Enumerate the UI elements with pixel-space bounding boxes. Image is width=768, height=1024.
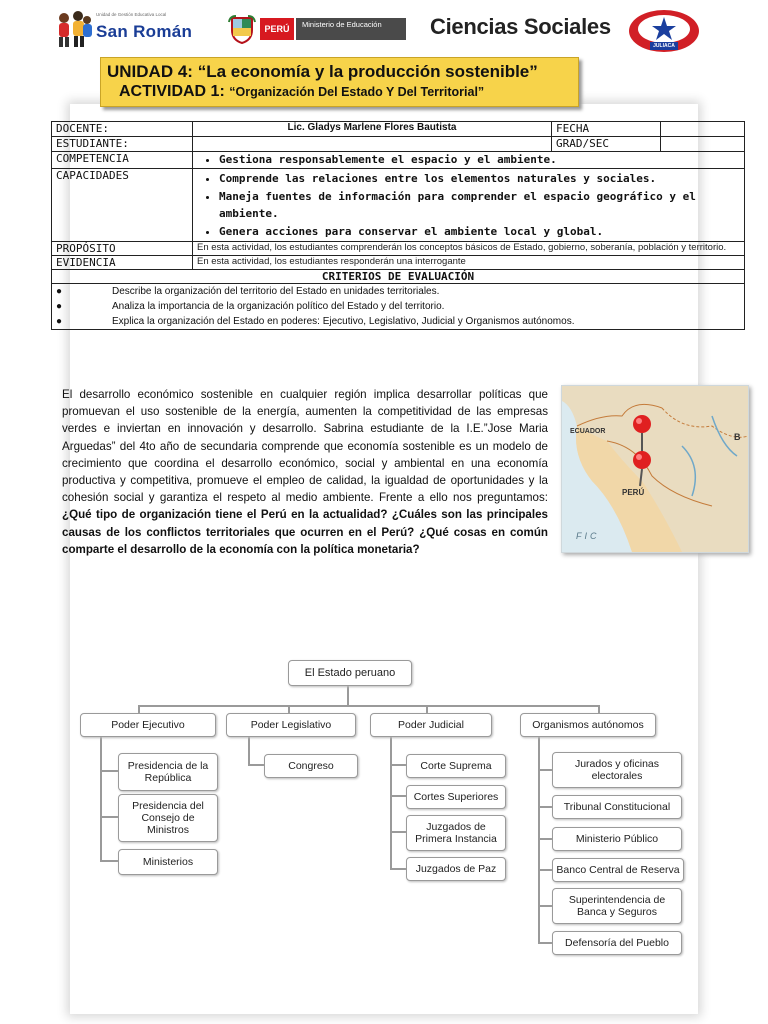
intro-paragraph (62, 386, 548, 558)
map-label-fic: FIC (576, 531, 600, 541)
estudiante-label: ESTUDIANTE: (52, 137, 193, 152)
criterio-row: ● Describe la organización del territorio del Estado en unidades territoriales. (56, 286, 440, 297)
evidencia-text: En esta actividad, los estudiantes responderán una interrogante (193, 256, 745, 270)
evidencia-label: EVIDENCIA (52, 256, 193, 270)
capacidades-cell (193, 169, 745, 242)
org-autonomos: Organismos autónomos (520, 713, 656, 737)
org-ministerio-publico: Ministerio Público (552, 827, 682, 851)
criterio-text: Analiza la importancia de la organización político del Estado y del territorio. (112, 301, 445, 312)
info-table (51, 121, 745, 330)
criterio-row: ● Explica la organización del Estado en poderes: Ejecutivo, Legislativo, Judicial y Organismos autónomos. (56, 316, 575, 327)
coat-of-arms-icon (228, 14, 256, 44)
badge-text: JULIACA (653, 43, 675, 49)
peru-label: PERÚ (260, 18, 294, 40)
org-defensoria: Defensoría del Pueblo (552, 931, 682, 955)
students-icon (54, 10, 94, 48)
org-jurados: Jurados y oficinas electorales (552, 752, 682, 788)
competencia-cell (193, 152, 745, 169)
org-cortes-superiores: Cortes Superiores (406, 785, 506, 809)
org-presidencia-republica: Presidencia de la República (118, 753, 218, 791)
org-tribunal: Tribunal Constitucional (552, 795, 682, 819)
org-legislativo: Poder Legislativo (226, 713, 356, 737)
school-name: San Román (96, 22, 193, 41)
fecha-value[interactable] (661, 122, 745, 137)
org-juzgados-primera: Juzgados de Primera Instancia (406, 815, 506, 851)
org-chart (80, 648, 688, 968)
proposito-text: En esta actividad, los estudiantes comprenderán los conceptos básicos de Estado, gobierno, soberanía, población y territorio. (193, 242, 745, 256)
capacidades-label: CAPACIDADES (52, 169, 193, 242)
subject-title: Ciencias Sociales (430, 14, 611, 39)
capacidad-item: • Comprende las relaciones entre los elementos naturales y sociales. (219, 170, 740, 187)
activity-label: ACTIVIDAD 1: (119, 83, 225, 100)
capacidad-item: • Genera acciones para conservar el ambiente local y global. (219, 223, 740, 240)
school-subtitle: Unidad de Gestión Educativa Local (96, 12, 167, 17)
minedu-logo (228, 14, 406, 44)
capacidad-item: • Maneja fuentes de información para comprender el espacio geográfico y el ambiente. (219, 188, 740, 222)
org-root: El Estado peruano (288, 660, 412, 686)
peru-map-image (561, 385, 749, 553)
competencia-label: COMPETENCIA (52, 152, 193, 169)
criterio-text: Describe la organización del territorio del Estado en unidades territoriales. (112, 286, 440, 297)
criterios-title: CRITERIOS DE EVALUACIÓN (52, 270, 745, 284)
activity-title: “Organización Del Estado Y Del Territorial” (229, 85, 485, 99)
criterio-row: ● Analiza la importancia de la organización político del Estado y del territorio. (56, 301, 445, 312)
ministry-label: Ministerio de Educación (296, 18, 406, 40)
criterios-cell (52, 284, 745, 330)
docente-label: DOCENTE: (52, 122, 193, 137)
docente-value: Lic. Gladys Marlene Flores Bautista (193, 122, 552, 137)
juliaca-badge (628, 8, 700, 54)
org-superintendencia: Superintendencia de Banca y Seguros (552, 888, 682, 924)
unit-line (107, 62, 538, 82)
activity-line (119, 83, 484, 101)
san-roman-logo (54, 10, 206, 48)
proposito-label: PROPÓSITO (52, 242, 193, 256)
org-banco-central: Banco Central de Reserva (552, 858, 684, 882)
org-presidencia-consejo: Presidencia del Consejo de Ministros (118, 794, 218, 842)
map-label-b: B (734, 432, 741, 442)
intro-questions: ¿Qué tipo de organización tiene el Perú en la actualidad? ¿Cuáles son las principales causas de los conflictos territoriales que ocurren en el Perú? ¿Qué cosas en común comparte el desarrollo de la economía con la política monetaria? (62, 508, 548, 556)
map-label-peru: PERÚ (622, 488, 645, 497)
fecha-label: FECHA (552, 122, 661, 137)
org-congreso: Congreso (264, 754, 358, 778)
org-judicial: Poder Judicial (370, 713, 492, 737)
org-juzgados-paz: Juzgados de Paz (406, 857, 506, 881)
grad-value[interactable] (661, 137, 745, 152)
org-ejecutivo: Poder Ejecutivo (80, 713, 216, 737)
org-corte-suprema: Corte Suprema (406, 754, 506, 778)
competencia-text: • Gestiona responsablemente el espacio y el ambiente. (219, 153, 740, 166)
unit-banner (100, 57, 579, 107)
map-illustration (562, 386, 748, 552)
unit-label: UNIDAD 4: (107, 62, 193, 81)
grad-label: GRAD/SEC (552, 137, 661, 152)
estudiante-value[interactable] (193, 137, 552, 152)
org-ministerios: Ministerios (118, 849, 218, 875)
map-label-ecuador: ECUADOR (570, 428, 606, 435)
criterio-text: Explica la organización del Estado en poderes: Ejecutivo, Legislativo, Judicial y Organismos autónomos. (112, 316, 575, 327)
intro-text: El desarrollo económico sostenible en cualquier región implica desarrollar políticas que promuevan el uso sostenible de la energía, aumenten la competitividad de las empresas verdes e inviertan en innovación y desarrollo. Sabrina estudiante de la I.E.”Jose Maria Arguedas” del 4to año de secundaria comprende que economía sostenible es un modelo de crecimiento que coordina el desarrollo económico, social y ambiental en una economía productiva y competitiva, promueve el empleo de calidad, la igualdad de oportunidades y la cohesión social y garantiza el respeto al medio ambiente. Frente a ello nos preguntamos: (62, 388, 548, 505)
unit-title: “La economía y la producción sostenible” (197, 62, 538, 81)
